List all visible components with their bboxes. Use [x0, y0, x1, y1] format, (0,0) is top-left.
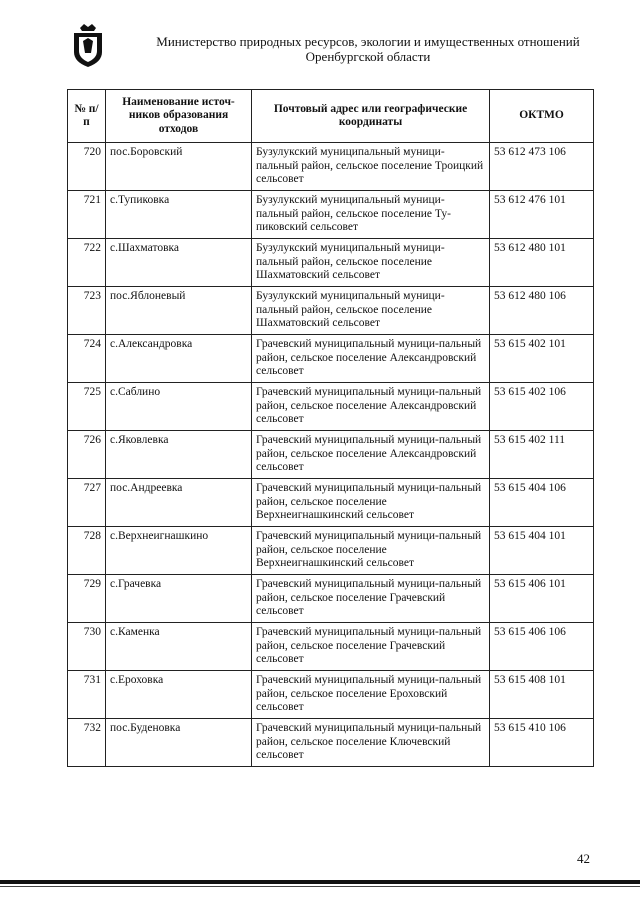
- cell-number: 721: [68, 191, 106, 239]
- cell-name: пос.Яблоневый: [106, 287, 252, 335]
- cell-number: 727: [68, 479, 106, 527]
- cell-number: 724: [68, 335, 106, 383]
- cell-address: Грачевский муниципальный муници-пальный район, сельское поселение Грачевский сельсовет: [252, 575, 490, 623]
- cell-address: Грачевский муниципальный муници-пальный район, сельское поселение Верхнеигнашкинский сельсовет: [252, 527, 490, 575]
- table-row: [68, 287, 594, 335]
- cell-address: Грачевский муниципальный муници-пальный район, сельское поселение Грачевский сельсовет: [252, 623, 490, 671]
- cell-name: пос.Буденовка: [106, 719, 252, 767]
- cell-name: пос.Боровский: [106, 143, 252, 191]
- cell-name: с.Шахматовка: [106, 239, 252, 287]
- bottom-rule: [0, 880, 640, 884]
- cell-address: Бузулукский муниципальный муници-пальный район, сельское поселение Троицкий сельсовет: [252, 143, 490, 191]
- cell-address: Бузулукский муниципальный муници-пальный район, сельское поселение Шахматовский сельсовет: [252, 239, 490, 287]
- table-row: [68, 623, 594, 671]
- cell-oktmo: 53 612 476 101: [490, 191, 594, 239]
- table-header-row: [68, 90, 594, 143]
- cell-address: Бузулукский муниципальный муници-пальный район, сельское поселение Шахматовский сельсовет: [252, 287, 490, 335]
- cell-name: с.Саблино: [106, 383, 252, 431]
- cell-address: Грачевский муниципальный муници-пальный район, сельское поселение Александровский сельсовет: [252, 335, 490, 383]
- cell-name: с.Яковлевка: [106, 431, 252, 479]
- table-row: [68, 479, 594, 527]
- cell-name: с.Грачевка: [106, 575, 252, 623]
- cell-address: Грачевский муниципальный муници-пальный район, сельское поселение Александровский сельсовет: [252, 383, 490, 431]
- cell-oktmo: 53 615 404 106: [490, 479, 594, 527]
- cell-number: 730: [68, 623, 106, 671]
- ministry-title-line1: Министерство природных ресурсов, экологии и имущественных отношений: [156, 34, 580, 49]
- table-row: [68, 143, 594, 191]
- cell-oktmo: 53 615 410 106: [490, 719, 594, 767]
- coat-of-arms-icon: [70, 22, 106, 68]
- cell-address: Бузулукский муниципальный муници-пальный район, сельское поселение Ту-пиковский сельсовет: [252, 191, 490, 239]
- cell-address: Грачевский муниципальный муници-пальный район, сельское поселение Александровский сельсовет: [252, 431, 490, 479]
- column-header-number: № п/п: [68, 90, 106, 143]
- cell-oktmo: 53 615 406 106: [490, 623, 594, 671]
- page-number: 42: [577, 851, 590, 866]
- cell-number: 723: [68, 287, 106, 335]
- table-row: [68, 191, 594, 239]
- cell-name: пос.Андреевка: [106, 479, 252, 527]
- cell-number: 729: [68, 575, 106, 623]
- column-header-name: Наименование источ-ников образования отходов: [106, 90, 252, 143]
- cell-number: 732: [68, 719, 106, 767]
- cell-oktmo: 53 615 404 101: [490, 527, 594, 575]
- cell-number: 728: [68, 527, 106, 575]
- table-row: [68, 383, 594, 431]
- table-row: [68, 335, 594, 383]
- ministry-title-line2: Оренбургской области: [305, 49, 431, 64]
- cell-name: с.Ероховка: [106, 671, 252, 719]
- cell-oktmo: 53 615 408 101: [490, 671, 594, 719]
- table-row: [68, 527, 594, 575]
- table-row: [68, 575, 594, 623]
- bottom-rule-thin: [0, 886, 640, 887]
- cell-name: с.Верхнеигнашкино: [106, 527, 252, 575]
- cell-oktmo: 53 615 406 101: [490, 575, 594, 623]
- cell-number: 720: [68, 143, 106, 191]
- cell-number: 725: [68, 383, 106, 431]
- cell-address: Грачевский муниципальный муници-пальный район, сельское поселение Верхнеигнашкинский сельсовет: [252, 479, 490, 527]
- cell-name: с.Тупиковка: [106, 191, 252, 239]
- cell-name: с.Каменка: [106, 623, 252, 671]
- table-row: [68, 431, 594, 479]
- table-row: [68, 239, 594, 287]
- cell-oktmo: 53 612 480 106: [490, 287, 594, 335]
- cell-number: 722: [68, 239, 106, 287]
- table-row: [68, 671, 594, 719]
- page-header: [70, 22, 630, 72]
- cell-address: Грачевский муниципальный муници-пальный район, сельское поселение Ероховский сельсовет: [252, 671, 490, 719]
- ministry-title: [118, 34, 618, 64]
- cell-oktmo: 53 615 402 101: [490, 335, 594, 383]
- cell-address: Грачевский муниципальный муници-пальный район, сельское поселение Ключевский сельсовет: [252, 719, 490, 767]
- cell-oktmo: 53 612 473 106: [490, 143, 594, 191]
- column-header-address: Почтовый адрес или географические координаты: [252, 90, 490, 143]
- waste-sources-table: [67, 89, 594, 767]
- cell-oktmo: 53 615 402 106: [490, 383, 594, 431]
- cell-name: с.Александровка: [106, 335, 252, 383]
- cell-number: 726: [68, 431, 106, 479]
- cell-oktmo: 53 615 402 111: [490, 431, 594, 479]
- cell-number: 731: [68, 671, 106, 719]
- column-header-oktmo: ОКТМО: [490, 90, 594, 143]
- cell-oktmo: 53 612 480 101: [490, 239, 594, 287]
- table-row: [68, 719, 594, 767]
